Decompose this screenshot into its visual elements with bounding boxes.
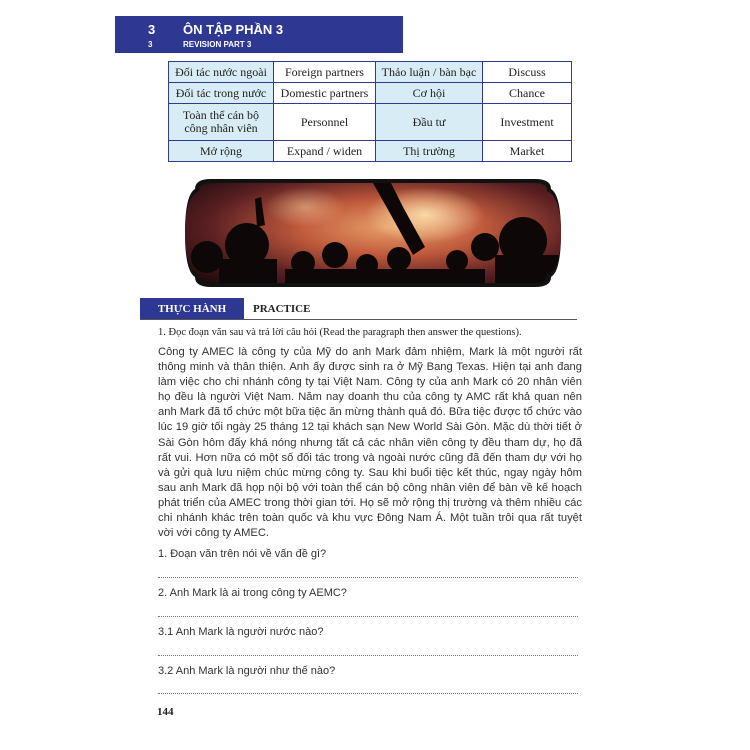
vocab-vi-cell: Thị trường bbox=[376, 141, 483, 162]
vocab-en-cell: Market bbox=[483, 141, 572, 162]
vocab-en-cell: Discuss bbox=[483, 62, 572, 83]
vocab-vi-cell: Đầu tư bbox=[376, 104, 483, 141]
vocab-vi-cell: Đối tác trong nước bbox=[169, 83, 274, 104]
vocab-vi-cell: Toàn thể cán bộ công nhân viên bbox=[169, 104, 274, 141]
vocab-en-cell: Chance bbox=[483, 83, 572, 104]
section-number: 3 bbox=[148, 22, 156, 37]
page-number: 144 bbox=[157, 706, 174, 718]
section-title-en: REVISION PART 3 bbox=[183, 40, 252, 49]
answer-line[interactable] bbox=[158, 577, 578, 578]
vocab-vi-cell: Đối tác nước ngoài bbox=[169, 62, 274, 83]
vocab-vi-cell: Thảo luận / bàn bạc bbox=[376, 62, 483, 83]
section-title: ÔN TẬP PHẦN 3 bbox=[183, 22, 284, 37]
vocab-en-cell: Investment bbox=[483, 104, 572, 141]
vocab-en-cell: Expand / widen bbox=[274, 141, 376, 162]
vocab-en-cell: Foreign partners bbox=[274, 62, 376, 83]
answer-line[interactable] bbox=[158, 655, 578, 656]
question: 2. Anh Mark là ai trong công ty AEMC? bbox=[158, 587, 347, 599]
vocab-row bbox=[169, 104, 572, 141]
reading-paragraph: Công ty AMEC là công ty của Mỹ do anh Mark đảm nhiệm, Mark là một người rất thông minh và thân thiện. Anh ấy được sinh ra ở Mỹ Bang Texas. Hiện tại anh đang làm việc cho chi nhánh công ty tại Việt Nam. Công ty của anh Mark có 20 nhân viên họ đều là người Việt Nam. Năm nay doanh thu của công ty AMC rất khả quan nên anh Mark đã tổ chức một bữa tiệc ăn mừng thành quả đó. Bữa tiệc được tổ chức vào lúc 19 giờ tối ngày 25 tháng 12 tại khách sạn New World Sài Gòn. Mặc dù thời tiết ở Sài Gòn hôm đấy khá nóng nhưng tất cả các nhân viên công ty đều tham dự, họ đã rất vui. Hơn nữa có một số đối tác trong và ngoài nước cũng đã đến tham dự với họ và gửi quà lưu niệm chúc mừng công ty. Sau khi buổi tiệc kết thúc, ngay ngày hôm sau anh Mark đã họp nội bộ với toàn thể cán bộ công nhân viên để bàn về kế hoạch phát triển của AMEC trong thời gian tới. Họ sẽ mở rộng thị trường và thêm nhiều các chi nhánh khác trên toàn quốc và khu vực Đông Nam Á. Một tuần trôi qua rất tuyệt vời với công ty AMEC. bbox=[158, 346, 582, 540]
question: 3.2 Anh Mark là người như thế nào? bbox=[158, 665, 336, 677]
vocab-en-cell: Domestic partners bbox=[274, 83, 376, 104]
practice-label: THỰC HÀNH bbox=[140, 298, 244, 320]
vocab-vi-cell: Cơ hội bbox=[376, 83, 483, 104]
question: 3.1 Anh Mark là người nước nào? bbox=[158, 626, 324, 638]
vocab-table bbox=[168, 61, 572, 162]
answer-line[interactable] bbox=[158, 616, 578, 617]
vocab-en-cell: Personnel bbox=[274, 104, 376, 141]
section-banner bbox=[115, 16, 403, 53]
answer-line[interactable] bbox=[158, 693, 578, 694]
question: 1. Đoạn văn trên nói về vấn đề gì? bbox=[158, 548, 327, 560]
vocab-vi-cell: Mở rộng bbox=[169, 141, 274, 162]
vocab-row bbox=[169, 141, 572, 162]
vocab-row bbox=[169, 62, 572, 83]
section-number-en: 3 bbox=[148, 40, 153, 49]
practice-label-en: PRACTICE bbox=[253, 303, 311, 315]
divider bbox=[140, 319, 577, 320]
vocab-row bbox=[169, 83, 572, 104]
exercise-instruction: 1. Đọc đoạn văn sau và trả lời câu hỏi (Read the paragraph then answer the questions). bbox=[158, 327, 522, 338]
concert-photo bbox=[185, 177, 561, 289]
